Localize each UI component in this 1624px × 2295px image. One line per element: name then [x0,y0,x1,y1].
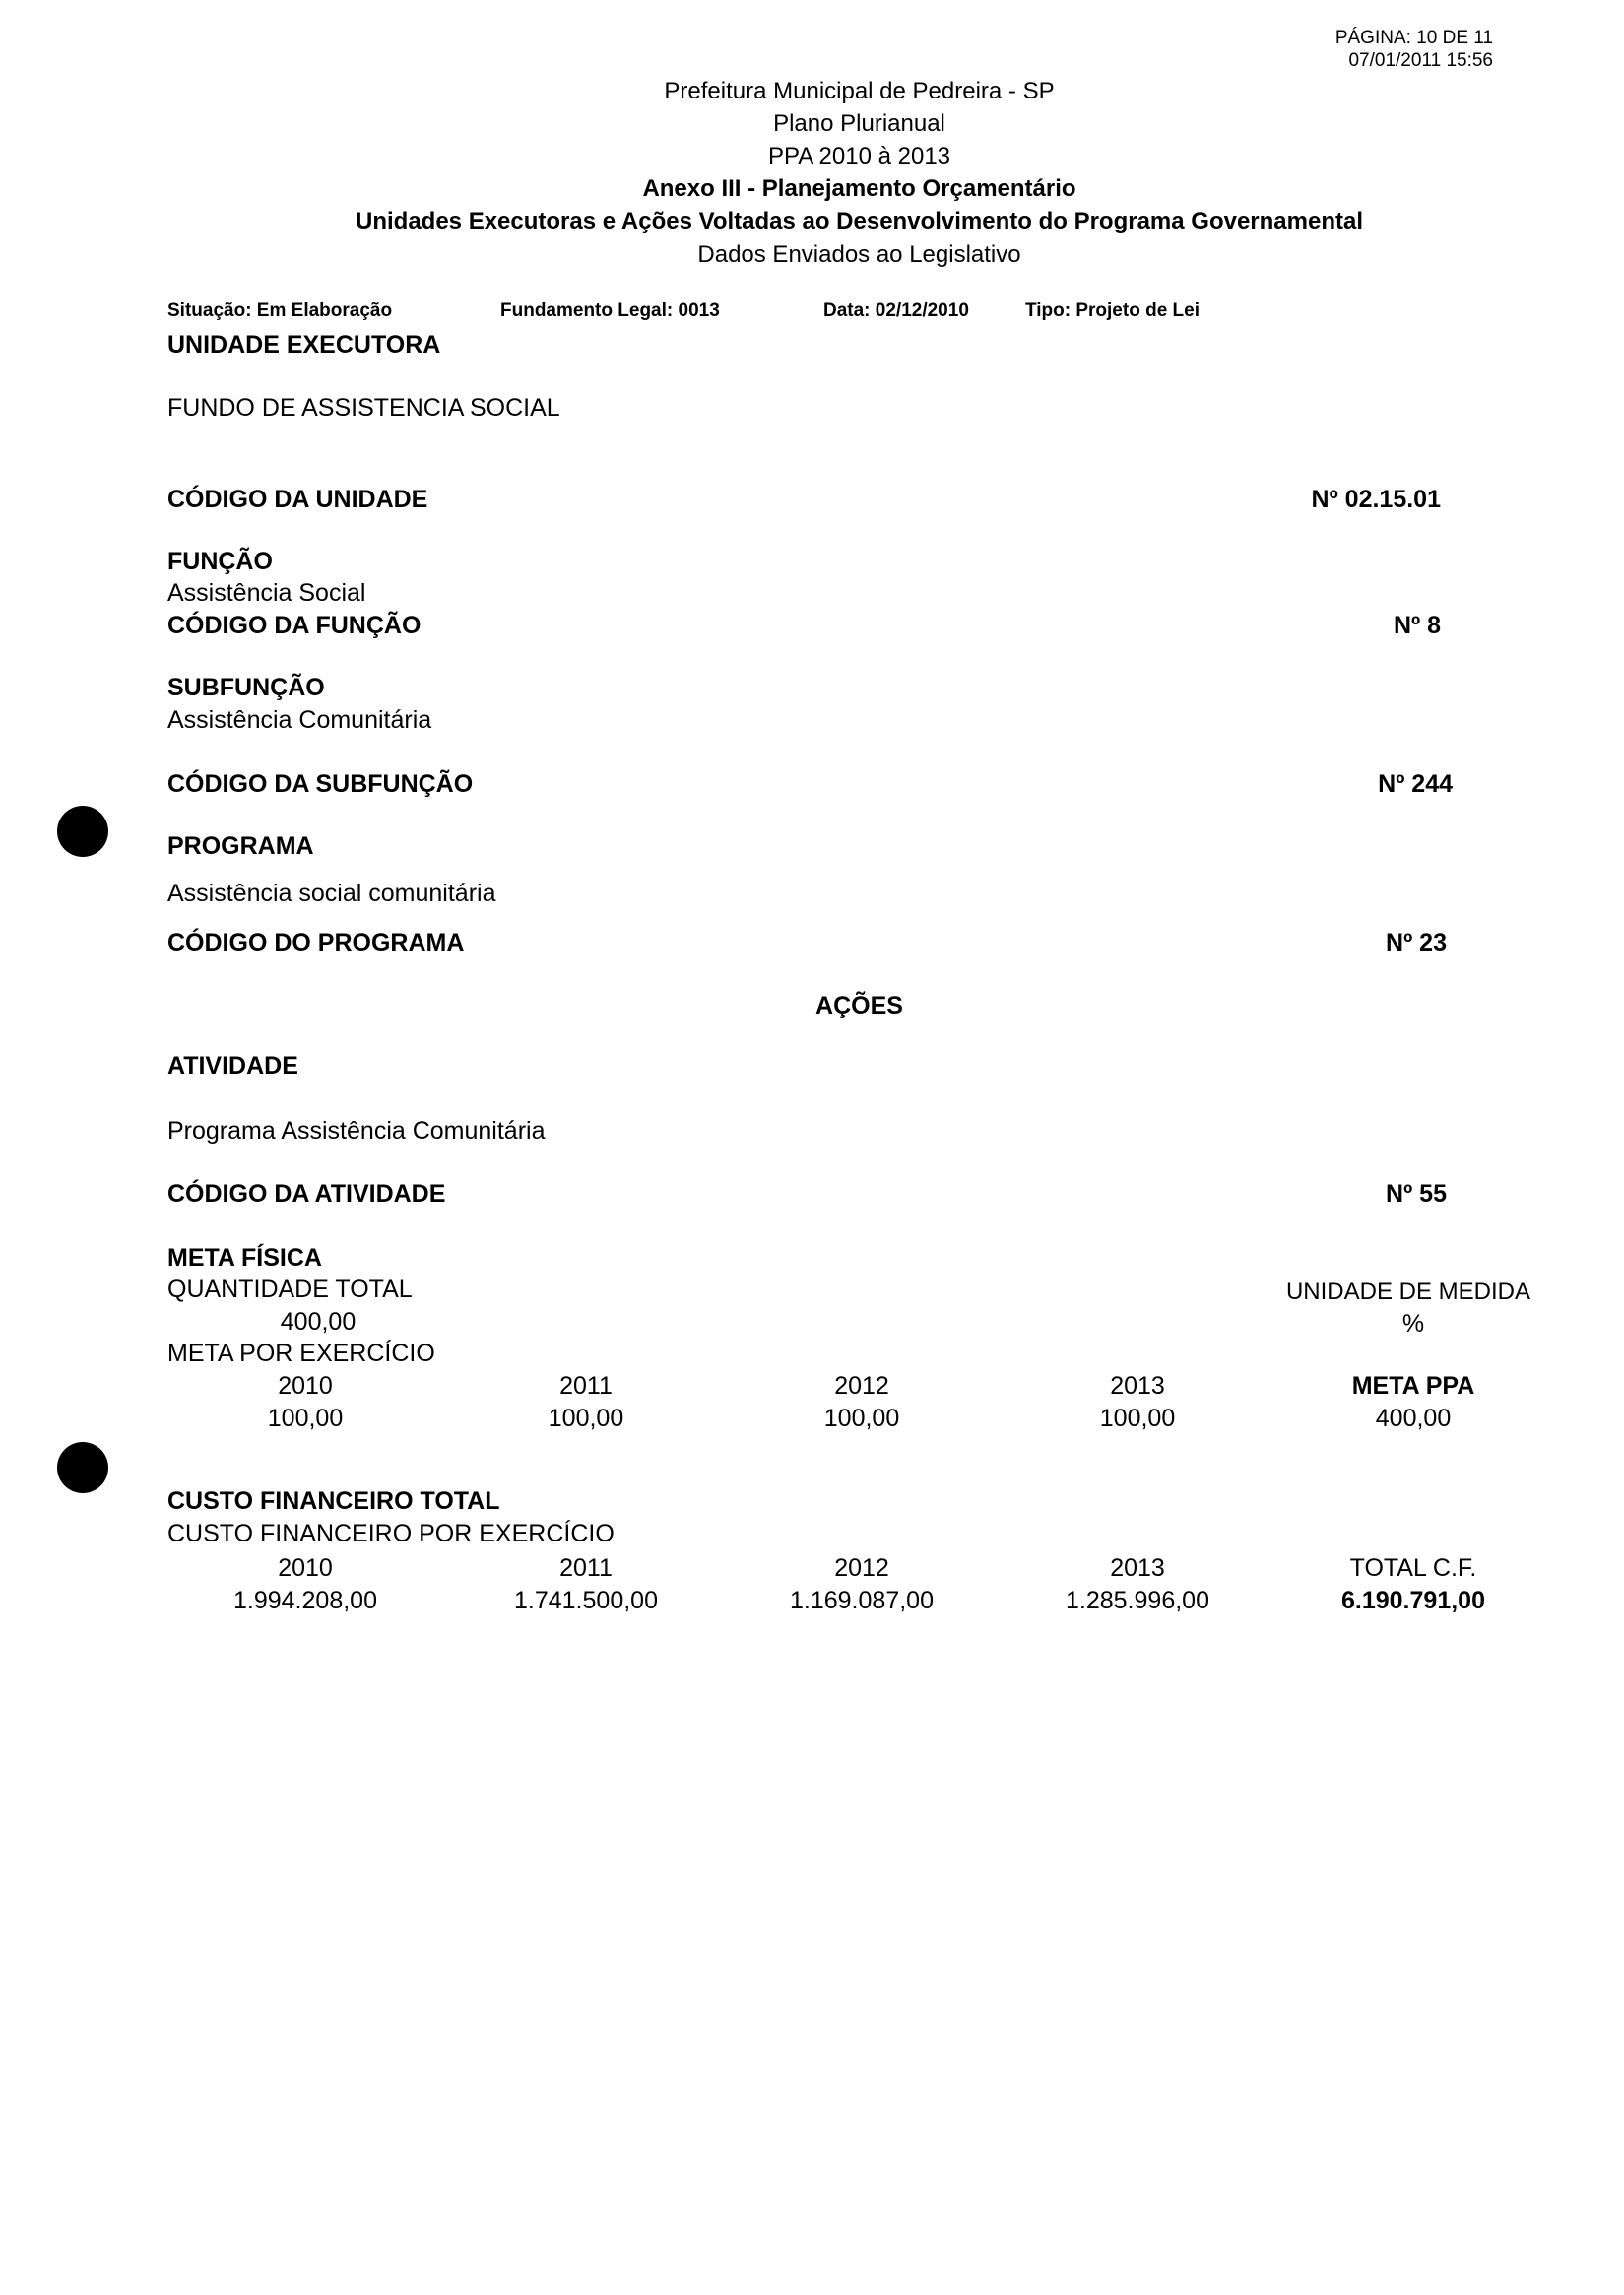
subfuncao-name: Assistência Comunitária [167,706,432,734]
subfuncao-code-label: CÓDIGO DA SUBFUNÇÃO [167,770,474,798]
meta-value-2013: 100,00 [1099,1405,1176,1432]
custo-value-2011: 1.741.500,00 [514,1587,658,1614]
page-number: PÁGINA: 10 DE 11 [1334,28,1493,48]
header-note: Dados Enviados ao Legislativo [697,241,1021,268]
total-cf-value: 6.190.791,00 [1341,1587,1485,1614]
subfuncao-label: SUBFUNÇÃO [167,674,325,701]
custo-value-2013: 1.285.996,00 [1066,1587,1209,1614]
quantidade-total-label: QUANTIDADE TOTAL [167,1276,413,1303]
acoes-heading: AÇÕES [815,992,903,1019]
unidade-medida-label: UNIDADE DE MEDIDA [1285,1279,1530,1305]
meta-year-2013: 2013 [1110,1372,1165,1400]
data-field: Data: 02/12/2010 [823,300,969,321]
meta-value-2011: 100,00 [548,1405,624,1432]
punch-hole [57,806,108,857]
meta-value-2010: 100,00 [267,1405,344,1432]
unidade-label: UNIDADE EXECUTORA [167,331,441,359]
meta-fisica-label: META FÍSICA [167,1244,322,1272]
unidade-name: FUNDO DE ASSISTENCIA SOCIAL [167,394,560,422]
meta-value-2012: 100,00 [823,1405,900,1432]
subfuncao-code: Nº 244 [1378,770,1453,798]
unidade-medida-value: % [1401,1310,1425,1338]
fundamento-legal: Fundamento Legal: 0013 [500,300,720,321]
header-period: PPA 2010 à 2013 [767,143,951,169]
meta-year-2010: 2010 [278,1372,333,1400]
meta-year-2012: 2012 [834,1372,889,1400]
custo-year-2013: 2013 [1110,1554,1165,1582]
funcao-name: Assistência Social [167,579,366,607]
situacao: Situação: Em Elaboração [167,300,393,321]
unidade-code-label: CÓDIGO DA UNIDADE [167,486,428,513]
funcao-code: Nº 8 [1393,612,1441,639]
print-timestamp: 07/01/2011 15:56 [1348,50,1493,71]
custo-year-2012: 2012 [834,1554,889,1582]
header-municipality: Prefeitura Municipal de Pedreira - SP [664,78,1055,104]
header-annex: Anexo III - Planejamento Orçamentário [642,175,1076,202]
funcao-label: FUNÇÃO [167,548,273,575]
custo-por-exercicio-label: CUSTO FINANCEIRO POR EXERCÍCIO [167,1520,615,1547]
meta-ppa-value: 400,00 [1375,1405,1452,1432]
unidade-code: Nº 02.15.01 [1311,486,1441,513]
custo-year-2010: 2010 [278,1554,333,1582]
programa-label: PROGRAMA [167,832,314,860]
total-cf-label: TOTAL C.F. [1349,1554,1477,1582]
page-info [1335,27,1493,72]
custo-value-2010: 1.994.208,00 [233,1587,377,1614]
custo-value-2012: 1.169.087,00 [790,1587,934,1614]
custo-year-2011: 2011 [559,1554,613,1582]
funcao-code-label: CÓDIGO DA FUNÇÃO [167,612,422,639]
meta-por-exercicio-label: META POR EXERCÍCIO [167,1340,435,1367]
atividade-label: ATIVIDADE [167,1052,298,1080]
header-plan: Plano Plurianual [773,110,945,137]
meta-year-2011: 2011 [559,1372,613,1400]
atividade-name: Programa Assistência Comunitária [167,1117,546,1145]
custo-total-label: CUSTO FINANCEIRO TOTAL [167,1487,500,1515]
programa-name: Assistência social comunitária [167,880,496,907]
atividade-code-label: CÓDIGO DA ATIVIDADE [167,1180,446,1208]
atividade-code: Nº 55 [1386,1180,1447,1208]
programa-code-label: CÓDIGO DO PROGRAMA [167,929,465,956]
quantidade-total-value: 400,00 [280,1308,357,1336]
programa-code: Nº 23 [1386,929,1447,956]
tipo-field: Tipo: Projeto de Lei [1025,300,1200,321]
punch-hole [57,1442,108,1493]
header-subtitle: Unidades Executoras e Ações Voltadas ao Desenvolvimento do Programa Governamental [356,208,1363,234]
meta-ppa-label: META PPA [1351,1372,1475,1400]
